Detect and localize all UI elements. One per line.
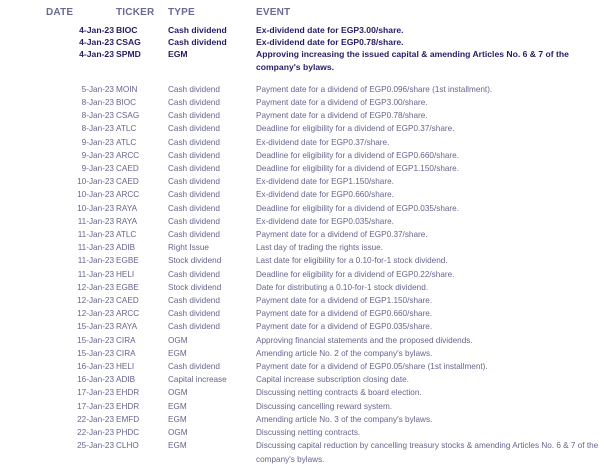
event-type: Cash dividend <box>168 98 220 108</box>
event-description: Amending article No. 3 of the company's bylaws. <box>256 414 433 424</box>
event-type: OGM <box>168 388 188 398</box>
event-type: Cash dividend <box>168 362 220 372</box>
event-type: Cash dividend <box>168 25 227 35</box>
event-row <box>0 294 604 307</box>
event-ticker: CAED <box>116 164 139 174</box>
event-ticker: ADIB <box>116 243 136 253</box>
event-description: Ex-dividend date for EGP0.37/share. <box>256 137 390 147</box>
event-row <box>0 307 604 320</box>
event-date: 16-Jan-23 <box>77 375 114 385</box>
event-date: 10-Jan-23 <box>77 203 114 213</box>
event-description: Approving increasing the issued capital & amending Articles No. 6 & 7 of the company's bylaws. <box>256 49 569 72</box>
event-description: Date for distributing a 0.10-for-1 stock dividend. <box>256 282 429 292</box>
table-header <box>0 4 604 24</box>
event-date: 8-Jan-23 <box>81 111 114 121</box>
event-row <box>0 268 604 281</box>
event-description: Deadline for eligibility for a dividend of EGP0.035/share. <box>256 203 459 213</box>
event-description: Payment date for a dividend of EGP0.035/share. <box>256 322 433 332</box>
event-date: 17-Jan-23 <box>77 388 114 398</box>
event-ticker: EHDR <box>116 388 140 398</box>
event-type: Cash dividend <box>168 111 220 121</box>
event-ticker: BIOC <box>116 25 138 35</box>
event-ticker: ARCC <box>116 150 140 160</box>
event-date: 15-Jan-23 <box>77 335 114 345</box>
event-row <box>0 386 604 399</box>
event-row <box>0 96 604 109</box>
event-description: Deadline for eligibility for a dividend of EGP0.22/share. <box>256 269 455 279</box>
event-date: 11-Jan-23 <box>77 269 114 279</box>
event-row <box>0 347 604 360</box>
event-row <box>0 83 604 96</box>
event-date: 10-Jan-23 <box>77 190 114 200</box>
event-date: 8-Jan-23 <box>81 124 114 134</box>
event-date: 8-Jan-23 <box>81 98 114 108</box>
highlighted-events <box>0 24 604 73</box>
event-description: Capital increase subscription closing date. <box>256 375 409 385</box>
event-description: Approving financial statements and the proposed dividends. <box>256 335 473 345</box>
event-ticker: CIRA <box>116 348 136 358</box>
event-description: Discussing netting contracts. <box>256 428 361 438</box>
event-date: 22-Jan-23 <box>77 414 114 424</box>
event-date: 4-Jan-23 <box>79 25 114 35</box>
event-row <box>0 413 604 426</box>
section-gap <box>0 73 604 83</box>
event-type: Cash dividend <box>168 309 220 319</box>
event-date: 22-Jan-23 <box>77 428 114 438</box>
event-date: 4-Jan-23 <box>79 37 114 48</box>
event-ticker: EHDR <box>116 401 140 411</box>
event-description: Deadline for eligibility for a dividend of EGP1.150/share. <box>256 164 459 174</box>
event-ticker: EMFD <box>116 414 140 424</box>
event-type: Cash dividend <box>168 177 220 187</box>
event-description: Discussing capital reduction by cancelling treasury stocks & amending Articles No. 6 & 7 of the company's bylaws. <box>256 441 599 464</box>
event-description: Payment date for a dividend of EGP0.78/share. <box>256 111 428 121</box>
event-ticker: ARCC <box>116 190 140 200</box>
event-type: Cash dividend <box>168 84 220 94</box>
event-ticker: ATLC <box>116 230 137 240</box>
event-type: Cash dividend <box>168 322 220 332</box>
event-ticker: MOIN <box>116 84 138 94</box>
event-ticker: ADIB <box>116 375 136 385</box>
event-date: 12-Jan-23 <box>77 296 114 306</box>
event-description: Payment date for a dividend of EGP1.150/share. <box>256 296 433 306</box>
highlighted-event-row <box>0 48 604 72</box>
event-type: EGM <box>168 401 187 411</box>
event-description: Ex-dividend date for EGP0.035/share. <box>256 216 394 226</box>
event-row <box>0 334 604 347</box>
event-ticker: RAYA <box>116 322 138 332</box>
event-row <box>0 215 604 228</box>
event-row <box>0 241 604 254</box>
event-type: Right Issue <box>168 243 209 253</box>
event-date: 4-Jan-23 <box>79 49 114 60</box>
event-date: 11-Jan-23 <box>77 230 114 240</box>
event-date: 10-Jan-23 <box>77 177 114 187</box>
event-type: Cash dividend <box>168 150 220 160</box>
event-column-header: EVENT <box>256 7 291 18</box>
event-row <box>0 400 604 413</box>
event-type: Cash dividend <box>168 124 220 134</box>
highlighted-event-row <box>0 36 604 48</box>
event-ticker: RAYA <box>116 203 138 213</box>
event-date: 9-Jan-23 <box>81 137 114 147</box>
event-ticker: HELI <box>116 269 135 279</box>
event-ticker: EGBE <box>116 282 139 292</box>
event-ticker: ARCC <box>116 309 140 319</box>
event-type: Cash dividend <box>168 37 227 48</box>
event-description: Payment date for a dividend of EGP0.37/share. <box>256 230 428 240</box>
event-ticker: CAED <box>116 296 139 306</box>
event-description: Ex-dividend date for EGP0.660/share. <box>256 190 394 200</box>
event-description: Deadline for eligibility for a dividend of EGP0.660/share. <box>256 150 459 160</box>
event-type: Cash dividend <box>168 137 220 147</box>
highlighted-event-row <box>0 24 604 36</box>
event-row <box>0 122 604 135</box>
event-type: EGM <box>168 49 188 60</box>
event-description: Payment date for a dividend of EGP0.05/share (1st installment). <box>256 362 488 372</box>
event-description: Payment date for a dividend of EGP3.00/share. <box>256 98 428 108</box>
event-ticker: BIOC <box>116 98 137 108</box>
event-type: Stock dividend <box>168 282 222 292</box>
event-type: Cash dividend <box>168 190 220 200</box>
event-ticker: RAYA <box>116 216 138 226</box>
event-ticker: CAED <box>116 177 139 187</box>
event-description: Discussing cancelling reward system. <box>256 401 393 411</box>
event-date: 5-Jan-23 <box>81 84 114 94</box>
event-date: 12-Jan-23 <box>77 309 114 319</box>
event-date: 15-Jan-23 <box>77 348 114 358</box>
upcoming-events <box>0 83 604 466</box>
event-row <box>0 175 604 188</box>
event-description: Ex-dividend date for EGP0.78/share. <box>256 37 404 48</box>
event-description: Deadline for eligibility for a dividend of EGP0.37/share. <box>256 124 455 134</box>
event-description: Payment date for a dividend of EGP0.660/share. <box>256 309 433 319</box>
event-row <box>0 109 604 122</box>
event-row <box>0 254 604 267</box>
event-row <box>0 426 604 439</box>
event-row <box>0 373 604 386</box>
event-ticker: CIRA <box>116 335 136 345</box>
event-type: EGM <box>168 441 187 451</box>
event-type: Cash dividend <box>168 203 220 213</box>
event-type: OGM <box>168 428 188 438</box>
event-date: 11-Jan-23 <box>77 256 114 266</box>
event-date: 25-Jan-23 <box>77 441 114 451</box>
event-ticker: ATLC <box>116 137 137 147</box>
event-row <box>0 439 604 465</box>
event-type: Cash dividend <box>168 296 220 306</box>
event-ticker: CSAG <box>116 37 141 48</box>
event-row <box>0 228 604 241</box>
date-column-header: DATE <box>46 7 74 18</box>
event-ticker: CLHO <box>116 441 139 451</box>
event-date: 9-Jan-23 <box>81 164 114 174</box>
event-type: Capital increase <box>168 375 227 385</box>
event-row <box>0 162 604 175</box>
type-column-header: TYPE <box>168 7 195 18</box>
event-type: Cash dividend <box>168 164 220 174</box>
event-description: Last day of trading the rights issue. <box>256 243 383 253</box>
event-row <box>0 136 604 149</box>
event-description: Payment date for a dividend of EGP0.096/share (1st installment). <box>256 84 493 94</box>
event-date: 11-Jan-23 <box>77 216 114 226</box>
event-row <box>0 149 604 162</box>
corporate-events-table <box>0 4 604 466</box>
event-row <box>0 188 604 201</box>
event-row <box>0 360 604 373</box>
event-type: EGM <box>168 348 187 358</box>
event-ticker: PHDC <box>116 428 140 438</box>
event-ticker: CSAG <box>116 111 140 121</box>
event-type: Stock dividend <box>168 256 222 266</box>
event-description: Ex-dividend date for EGP3.00/share. <box>256 25 404 35</box>
event-row <box>0 281 604 294</box>
event-date: 17-Jan-23 <box>77 401 114 411</box>
event-type: EGM <box>168 414 187 424</box>
event-row <box>0 320 604 333</box>
ticker-column-header: TICKER <box>116 7 155 18</box>
event-description: Ex-dividend date for EGP1.150/share. <box>256 177 394 187</box>
event-date: 12-Jan-23 <box>77 282 114 292</box>
event-ticker: HELI <box>116 362 135 372</box>
event-date: 15-Jan-23 <box>77 322 114 332</box>
event-type: Cash dividend <box>168 216 220 226</box>
event-row <box>0 202 604 215</box>
event-ticker: ATLC <box>116 124 137 134</box>
event-type: Cash dividend <box>168 269 220 279</box>
event-type: Cash dividend <box>168 230 220 240</box>
event-description: Last date for eligibility for a 0.10-for-1 stock dividend. <box>256 256 448 266</box>
event-date: 16-Jan-23 <box>77 362 114 372</box>
event-description: Amending article No. 2 of the company's bylaws. <box>256 348 433 358</box>
event-ticker: SPMD <box>116 49 141 60</box>
event-description: Discussing netting contracts & board election. <box>256 388 422 398</box>
event-ticker: EGBE <box>116 256 139 266</box>
event-type: OGM <box>168 335 188 345</box>
event-date: 9-Jan-23 <box>81 150 114 160</box>
event-date: 11-Jan-23 <box>77 243 114 253</box>
